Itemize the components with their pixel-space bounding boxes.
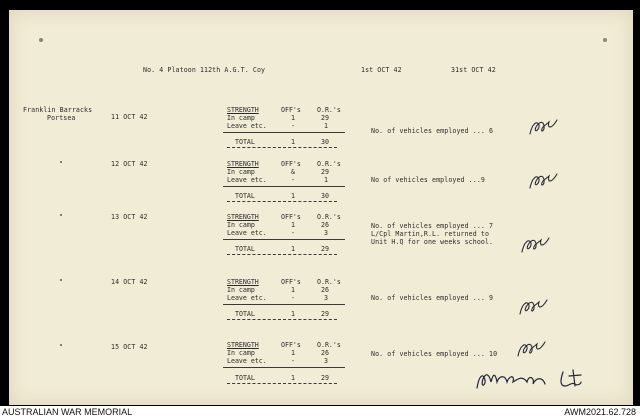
total-offrs: 1 xyxy=(291,192,295,200)
entry-date: 12 OCT 42 xyxy=(111,160,148,168)
in-camp-label: In camp xyxy=(227,286,255,294)
ditto-mark: " xyxy=(59,343,64,351)
sum-rule xyxy=(223,132,345,133)
ditto-mark: " xyxy=(59,278,64,286)
leave-label: Leave etc. xyxy=(227,122,267,130)
punch-hole-left xyxy=(39,38,43,42)
strength-label: STRENGTH xyxy=(227,106,259,114)
handwritten-initials xyxy=(527,116,561,138)
strength-label: STRENGTH xyxy=(227,160,259,168)
in-camp-ors: 29 xyxy=(321,168,329,176)
total-offrs: 1 xyxy=(291,310,295,318)
total-rule xyxy=(227,383,337,384)
leave-label: Leave etc. xyxy=(227,229,267,237)
total-ors: 30 xyxy=(321,192,329,200)
leave-ors: 3 xyxy=(324,357,328,365)
entry-date: 14 OCT 42 xyxy=(111,278,148,286)
in-camp-offrs: 1 xyxy=(291,286,295,294)
offrs-header: OFF's xyxy=(281,213,301,221)
sum-rule xyxy=(223,239,345,240)
total-offrs: 1 xyxy=(291,138,295,146)
strength-label: STRENGTH xyxy=(227,341,259,349)
in-camp-ors: 26 xyxy=(321,286,329,294)
offrs-header: OFF's xyxy=(281,341,301,349)
ors-header: O.R.'s xyxy=(317,213,341,221)
total-label: TOTAL xyxy=(235,192,255,200)
leave-offrs: - xyxy=(291,229,295,237)
total-label: TOTAL xyxy=(235,245,255,253)
total-label: TOTAL xyxy=(235,310,255,318)
leave-offrs: - xyxy=(291,122,295,130)
total-rule xyxy=(227,254,337,255)
offrs-header: OFF's xyxy=(281,160,301,168)
remark-line-1: No. of vehicles employed ... 6 xyxy=(371,127,494,135)
punch-hole-right xyxy=(603,38,607,42)
archive-reference: AWM2021.62.728 xyxy=(564,407,636,417)
period-end: 31st OCT 42 xyxy=(451,66,496,74)
total-offrs: 1 xyxy=(291,245,295,253)
ors-header: O.R.'s xyxy=(317,278,341,286)
archive-footer xyxy=(0,406,640,418)
handwritten-initials xyxy=(515,338,549,360)
leave-offrs: - xyxy=(291,357,295,365)
remark-line-2: L/Cpl Martin,R.L. returned to xyxy=(371,230,490,238)
handwritten-initials xyxy=(519,234,553,256)
offrs-header: OFF's xyxy=(281,106,301,114)
total-offrs: 1 xyxy=(291,374,295,382)
total-ors: 30 xyxy=(321,138,329,146)
sum-rule xyxy=(223,367,345,368)
total-ors: 29 xyxy=(321,245,329,253)
remark-line-3: Unit H.Q for one weeks school. xyxy=(371,238,494,246)
leave-ors: 1 xyxy=(324,122,328,130)
sum-rule xyxy=(223,186,345,187)
in-camp-ors: 26 xyxy=(321,349,329,357)
remark-line-1: No of vehicles employed ...9 xyxy=(371,176,485,184)
leave-offrs: - xyxy=(291,294,295,302)
location-line-2: Portsea xyxy=(47,114,76,122)
leave-ors: 1 xyxy=(324,176,328,184)
sum-rule xyxy=(223,304,345,305)
total-rule xyxy=(227,147,337,148)
leave-label: Leave etc. xyxy=(227,294,267,302)
leave-label: Leave etc. xyxy=(227,176,267,184)
archive-name: AUSTRALIAN WAR MEMORIAL xyxy=(2,407,133,417)
entry-date: 13 OCT 42 xyxy=(111,213,148,221)
in-camp-label: In camp xyxy=(227,349,255,357)
ors-header: O.R.'s xyxy=(317,106,341,114)
in-camp-offrs: 1 xyxy=(291,349,295,357)
ditto-mark: " xyxy=(59,160,64,168)
in-camp-offrs: 1 xyxy=(291,114,295,122)
total-label: TOTAL xyxy=(235,138,255,146)
offrs-header: OFF's xyxy=(281,278,301,286)
handwritten-initials xyxy=(527,170,561,192)
remark-line-1: No. of vehicles employed ... 10 xyxy=(371,350,498,358)
total-ors: 29 xyxy=(321,374,329,382)
period-start: 1st OCT 42 xyxy=(361,66,402,74)
unit-heading: No. 4 Platoon 112th A.G.T. Coy xyxy=(143,66,266,74)
leave-offrs: - xyxy=(291,176,295,184)
in-camp-label: In camp xyxy=(227,221,255,229)
ors-header: O.R.'s xyxy=(317,341,341,349)
ors-header: O.R.'s xyxy=(317,160,341,168)
strength-label: STRENGTH xyxy=(227,278,259,286)
leave-ors: 3 xyxy=(324,229,328,237)
total-ors: 29 xyxy=(321,310,329,318)
in-camp-offrs: & xyxy=(291,168,295,176)
in-camp-ors: 29 xyxy=(321,114,329,122)
remark-line-1: No. of vehicles employed ... 7 xyxy=(371,222,494,230)
in-camp-label: In camp xyxy=(227,168,255,176)
leave-ors: 3 xyxy=(324,294,328,302)
entry-date: 11 OCT 42 xyxy=(111,113,148,121)
location-line-1: Franklin Barracks xyxy=(23,106,93,114)
handwritten-initials xyxy=(517,296,551,318)
leave-label: Leave etc. xyxy=(227,357,267,365)
total-label: TOTAL xyxy=(235,374,255,382)
remark-line-1: No. of vehicles employed ... 9 xyxy=(371,294,494,302)
in-camp-label: In camp xyxy=(227,114,255,122)
officer-signature xyxy=(471,364,599,394)
total-rule xyxy=(227,201,337,202)
document-page xyxy=(9,10,633,405)
in-camp-offrs: 1 xyxy=(291,221,295,229)
total-rule xyxy=(227,319,337,320)
ditto-mark: " xyxy=(59,213,64,221)
strength-label: STRENGTH xyxy=(227,213,259,221)
entry-date: 15 OCT 42 xyxy=(111,343,148,351)
in-camp-ors: 26 xyxy=(321,221,329,229)
